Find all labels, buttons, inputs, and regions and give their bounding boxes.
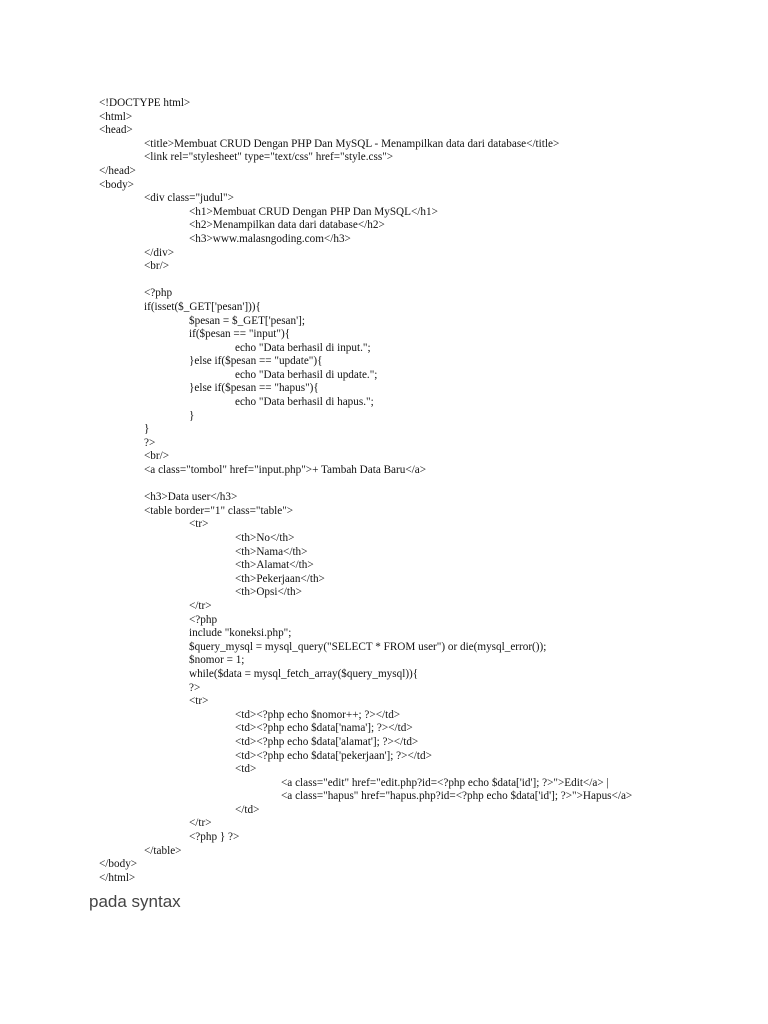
code-line: ?> <box>144 436 156 449</box>
code-line: <br/> <box>144 450 170 463</box>
caption-text: pada syntax <box>89 892 181 911</box>
code-line: <td><?php echo $data['alamat']; ?></td> <box>235 735 419 748</box>
code-line: }else if($pesan == "update"){ <box>189 355 323 368</box>
code-line: <td><?php echo $nomor++; ?></td> <box>235 708 401 721</box>
code-line: }else if($pesan == "hapus"){ <box>189 382 319 395</box>
code-line: <div class="judul"> <box>144 192 234 205</box>
code-line: </div> <box>144 246 175 259</box>
code-listing <box>99 97 632 885</box>
code-line: <a class="hapus" href="hapus.php?id=<?php echo $data['id']; ?>">Hapus</a> <box>281 790 633 803</box>
code-line: <h1>Membuat CRUD Dengan PHP Dan MySQL</h1> <box>189 205 438 218</box>
code-line: <html> <box>99 110 133 123</box>
code-line: </table> <box>144 844 182 857</box>
code-line: </html> <box>99 871 136 884</box>
code-line: if(isset($_GET['pesan'])){ <box>144 300 261 313</box>
code-line: if($pesan == "input"){ <box>189 328 291 341</box>
code-line: <body> <box>99 178 134 191</box>
code-line: $pesan = $_GET['pesan']; <box>189 314 305 327</box>
code-line: <?php } ?> <box>189 831 240 844</box>
code-line: <a class="tombol" href="input.php">+ Tambah Data Baru</a> <box>144 464 427 477</box>
code-line: </tr> <box>189 817 212 830</box>
code-line: <th>Opsi</th> <box>235 586 302 599</box>
code-line: <br/> <box>144 260 170 273</box>
code-line: <h3>www.malasngoding.com</h3> <box>189 232 351 245</box>
code-line: <th>No</th> <box>235 532 295 544</box>
code-line: <table border="1" class="table"> <box>144 504 294 517</box>
code-line: <th>Nama</th> <box>235 545 308 558</box>
code-line: $query_mysql = mysql_query("SELECT * FROM user") or die(mysql_error()); <box>189 640 547 653</box>
code-line: <a class="edit" href="edit.php?id=<?php echo $data['id']; ?>">Edit</a> | <box>281 776 609 789</box>
code-line: </head> <box>99 164 136 177</box>
code-line: <h3>Data user</h3> <box>144 491 238 504</box>
code-line: ?> <box>189 681 201 694</box>
code-line: <th>Alamat</th> <box>235 559 314 572</box>
blank-line <box>99 478 632 492</box>
code-line: <title>Membuat CRUD Dengan PHP Dan MySQL - Menampilkan data dari database</title> <box>144 137 560 150</box>
code-line: <h2>Menampilkan data dari database</h2> <box>189 219 385 232</box>
code-line: </td> <box>235 803 260 816</box>
code-line: <?php <box>144 287 173 300</box>
code-line: <td> <box>235 763 257 776</box>
code-line: include "koneksi.php"; <box>189 627 292 640</box>
code-line: <link rel="stylesheet" type="text/css" href="style.css"> <box>144 151 394 164</box>
code-line: </tr> <box>189 599 212 612</box>
code-line: while($data = mysql_fetch_array($query_mysql)){ <box>189 667 419 680</box>
code-line: } <box>189 409 195 422</box>
code-line: <th>Pekerjaan</th> <box>235 572 325 585</box>
code-line: <!DOCTYPE html> <box>99 97 191 109</box>
code-line: echo "Data berhasil di hapus."; <box>235 396 374 409</box>
code-line: echo "Data berhasil di input."; <box>235 341 371 354</box>
code-line: <td><?php echo $data['pekerjaan']; ?></td> <box>235 749 432 762</box>
code-line: <tr> <box>189 695 209 708</box>
code-line: <head> <box>99 124 133 137</box>
blank-line <box>99 274 632 288</box>
code-line: </body> <box>99 858 138 871</box>
code-line: $nomor = 1; <box>189 654 245 667</box>
code-line: echo "Data berhasil di update."; <box>235 368 378 381</box>
code-line: <?php <box>189 613 218 626</box>
code-line: <td><?php echo $data['nama']; ?></td> <box>235 722 413 735</box>
code-line: } <box>144 423 150 436</box>
code-line: <tr> <box>189 518 209 531</box>
